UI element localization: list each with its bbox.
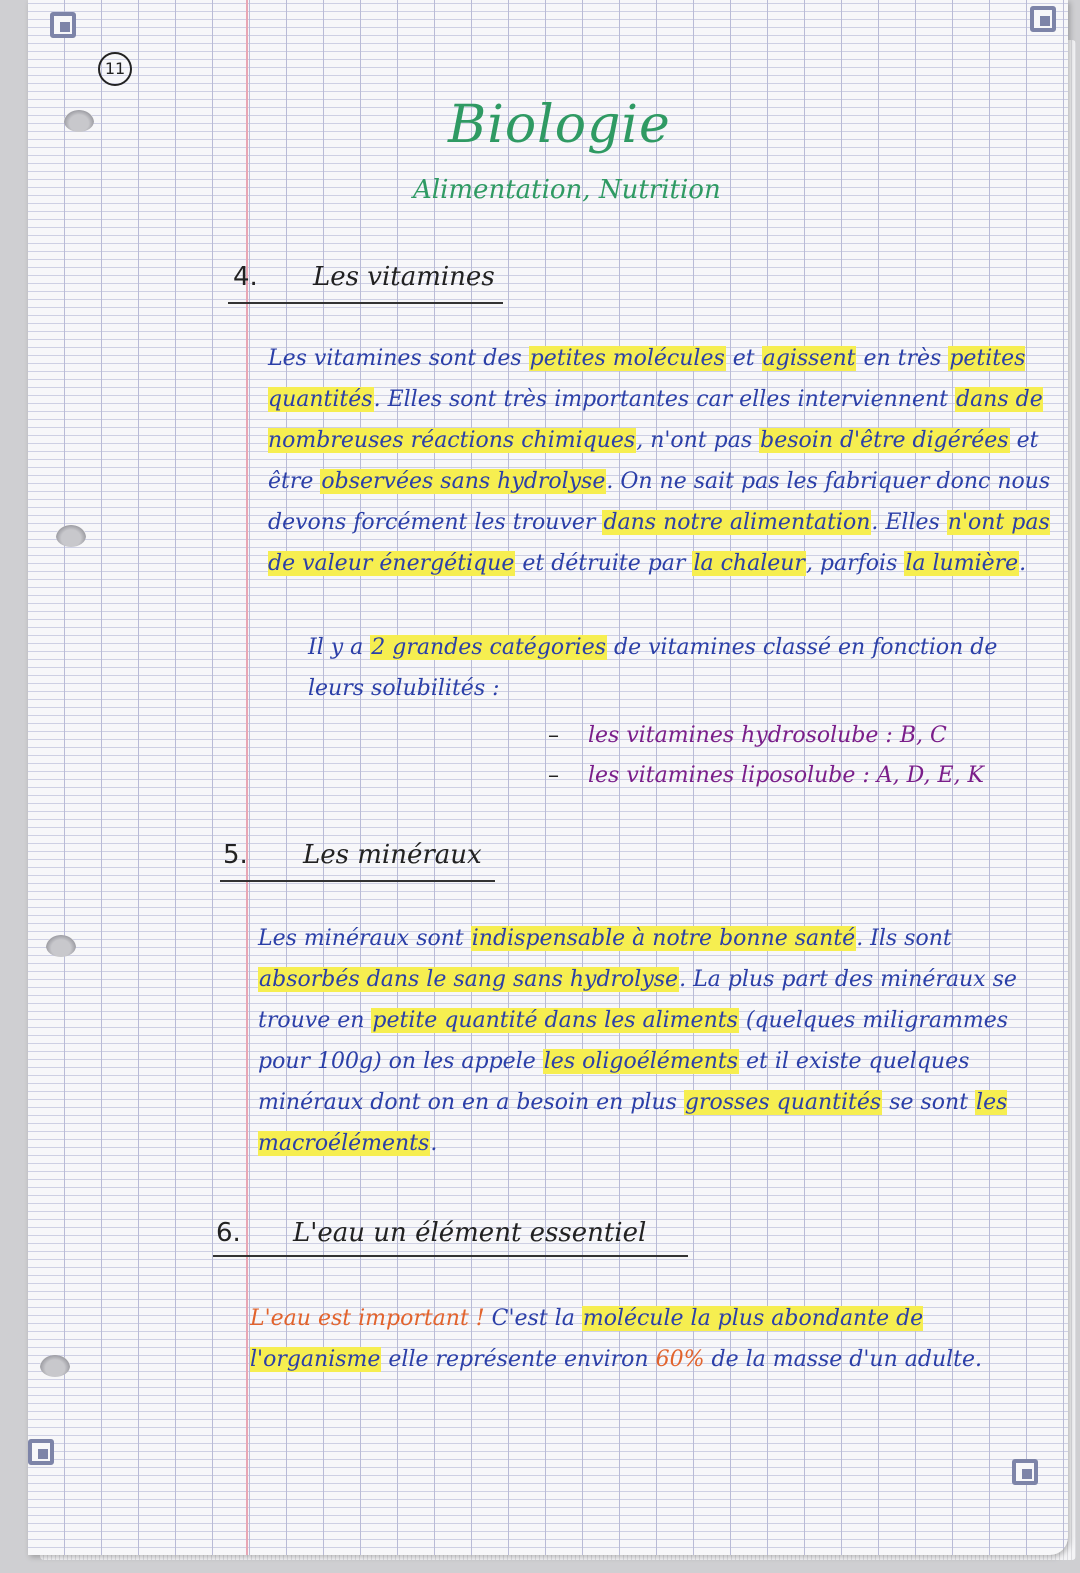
section-number: 5. <box>223 840 248 870</box>
punch-hole <box>46 935 76 957</box>
punch-hole <box>64 110 94 132</box>
highlighted-text: absorbés dans le sang sans hydrolyse <box>259 967 679 992</box>
text-segment: . <box>1019 551 1027 576</box>
highlighted-text: les oligoéléments <box>543 1049 739 1074</box>
highlighted-text: besoin d'être digérées <box>760 428 1009 453</box>
text-segment: et être <box>268 428 1039 494</box>
text-segment: et il existe quelques minéraux dont on en a besoin en plus <box>258 1049 970 1115</box>
section-title: L'eau un élément essentiel <box>293 1218 647 1248</box>
text-segment: 60% <box>655 1347 705 1372</box>
highlighted-text: dans notre alimentation <box>603 510 871 535</box>
corner-marker-icon <box>1012 1459 1038 1485</box>
text-segment: elle représente environ <box>381 1347 656 1372</box>
text-segment: Les vitamines sont des <box>268 346 529 371</box>
text-segment: , n'ont pas <box>636 428 760 453</box>
section-number: 4. <box>233 262 258 292</box>
list-item-text: les vitamines hydrosolube : B, C <box>588 723 947 748</box>
text-segment: de vitamines classé en fonction de leurs solubilités : <box>308 635 998 701</box>
highlighted-text: petites molécules <box>529 346 725 371</box>
highlighted-text: petites quantités <box>268 346 1026 412</box>
highlighted-text: la chaleur <box>693 551 805 576</box>
section-title: Les vitamines <box>313 262 495 292</box>
section-title: Les minéraux <box>303 840 482 870</box>
highlighted-text: grosses quantités <box>684 1090 882 1115</box>
highlighted-text: dans de nombreuses réactions chimiques <box>268 387 1043 453</box>
text-segment: en très <box>856 346 949 371</box>
text-segment: , parfois <box>805 551 905 576</box>
section-number: 6. <box>216 1218 241 1248</box>
list-item-text: les vitamines liposolube : A, D, E, K <box>588 763 984 788</box>
punch-hole <box>56 525 86 547</box>
text-segment: . La plus part des minéraux se trouve en <box>258 967 1017 1033</box>
text-segment: . <box>430 1131 438 1156</box>
highlighted-text: les macroéléments <box>258 1090 1008 1156</box>
text-segment: . Elles sont très importantes car elles interviennent <box>373 387 955 412</box>
page-number: 11 <box>98 52 132 86</box>
section-underline <box>228 302 503 304</box>
text-segment: Les minéraux sont <box>258 926 471 951</box>
list-item: – les vitamines liposolube : A, D, E, K <box>548 763 984 788</box>
highlighted-text: observées sans hydrolyse <box>321 469 606 494</box>
corner-marker-icon <box>50 12 76 38</box>
notebook-page <box>28 0 1068 1555</box>
text-segment: se sont <box>882 1090 976 1115</box>
text-segment: Il y a <box>308 635 371 660</box>
highlighted-text: n'ont pas de valeur énergétique <box>268 510 1050 576</box>
punch-hole <box>40 1355 70 1377</box>
lead-sentence: L'eau est important ! <box>250 1306 485 1331</box>
text-segment: . Elles <box>871 510 947 535</box>
corner-marker-icon <box>1030 6 1056 32</box>
section-paragraph <box>308 627 1048 709</box>
text-segment: . Ils sont <box>856 926 952 951</box>
section-underline <box>213 1255 688 1257</box>
vitamin-list <box>548 716 984 796</box>
section-paragraph <box>258 918 1053 1164</box>
page-title: Biologie <box>448 95 671 155</box>
text-segment: et détruite par <box>515 551 693 576</box>
text-segment: (quelques miligrammes pour 100g) on les appele <box>258 1008 1009 1074</box>
text-segment: de la masse d'un adulte. <box>704 1347 983 1372</box>
page-subtitle: Alimentation, Nutrition <box>413 175 721 205</box>
highlighted-text: la lumière <box>905 551 1019 576</box>
text-segment: C'est la <box>484 1306 582 1331</box>
list-item: – les vitamines hydrosolube : B, C <box>548 723 947 748</box>
highlighted-text: indispensable à notre bonne santé <box>471 926 856 951</box>
highlighted-text: 2 grandes catégories <box>371 635 607 660</box>
highlighted-text: agissent <box>762 346 856 371</box>
highlighted-text: petite quantité dans les aliments <box>372 1008 738 1033</box>
section-paragraph <box>250 1298 1055 1380</box>
text-segment: et <box>725 346 762 371</box>
text-segment: . On ne sait pas les fabriquer donc nous devons forcément les trouver <box>268 469 1051 535</box>
corner-marker-icon <box>28 1439 54 1465</box>
section-paragraph <box>268 338 1058 584</box>
section-underline <box>220 880 495 882</box>
highlighted-text: molécule la plus abondante de l'organisme <box>250 1306 924 1372</box>
